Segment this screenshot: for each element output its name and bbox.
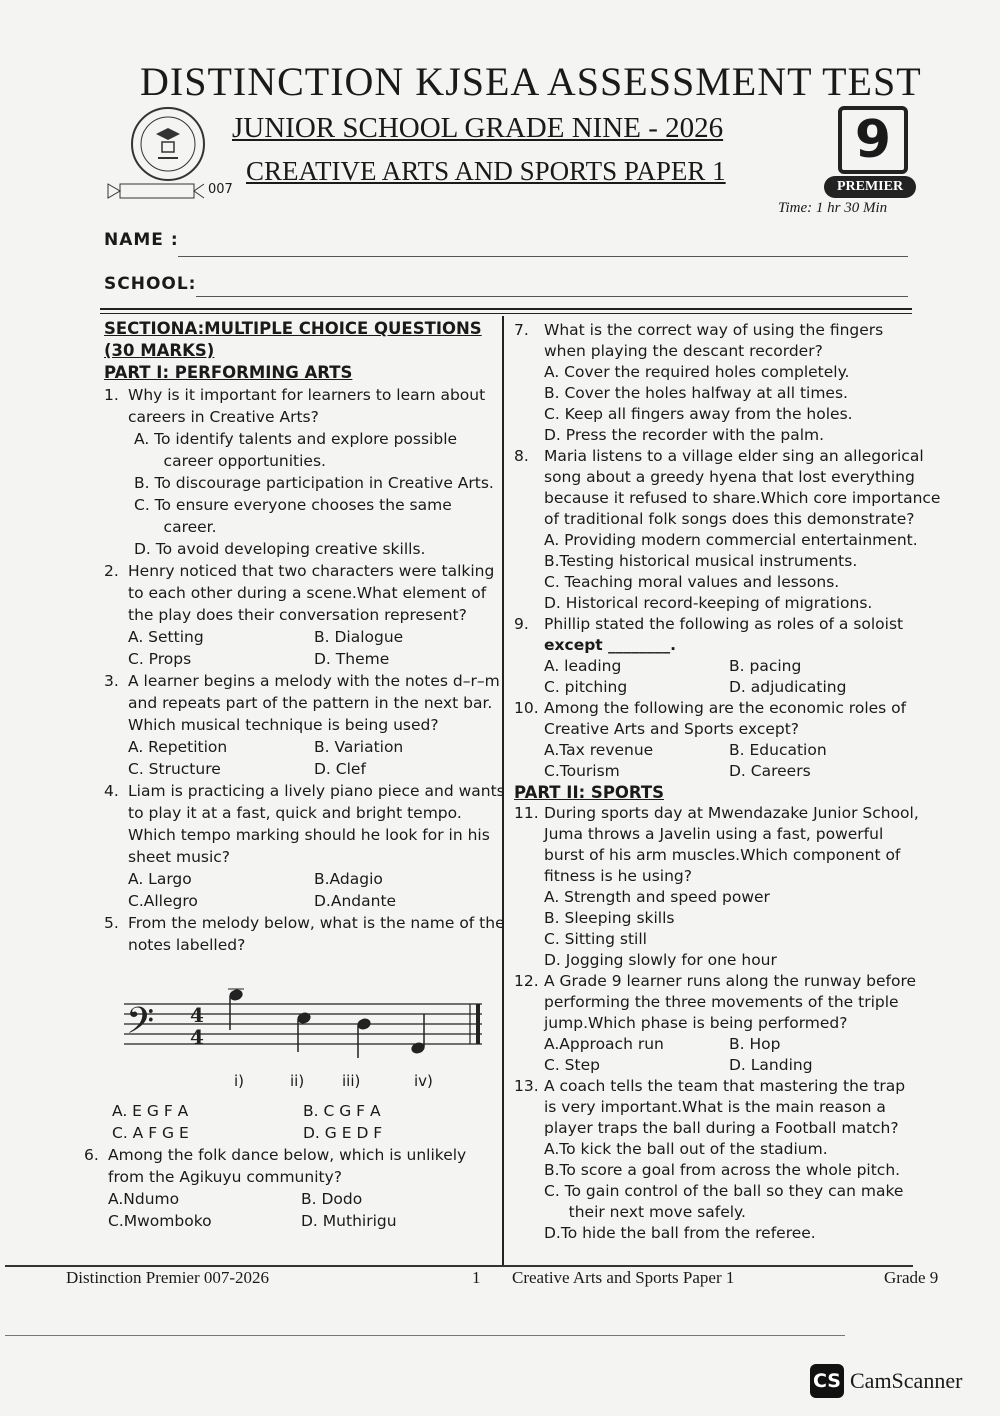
svg-text:4: 4 — [190, 1025, 204, 1049]
part-2-heading: PART II: SPORTS — [514, 783, 665, 802]
q8-option-c[interactable]: C. Teaching moral values and lessons. — [544, 573, 840, 591]
question-11 — [514, 803, 919, 971]
q2-text: Henry noticed that two characters were talking — [128, 562, 495, 580]
footer-divider — [5, 1265, 913, 1267]
q9-option-b[interactable]: B. pacing — [729, 657, 802, 675]
q4-text-4: sheet music? — [128, 848, 231, 866]
footer-series: Distinction Premier 007-2026 — [66, 1268, 270, 1287]
q11-option-b[interactable]: B. Sleeping skills — [544, 909, 675, 927]
camscanner-watermark — [810, 1364, 962, 1398]
q12-text-3: jump.Which phase is being performed? — [544, 1014, 848, 1032]
page-title: DISTINCTION KJSEA ASSESSMENT TEST — [140, 59, 922, 104]
q5-option-a[interactable]: A. E G F A — [112, 1102, 189, 1120]
q8-option-a[interactable]: A. Providing modern commercial entertainment. — [544, 531, 918, 549]
q13-option-a[interactable]: A.To kick the ball out of the stadium. — [544, 1140, 828, 1158]
q6-text-2: from the Agikuyu community? — [108, 1168, 342, 1186]
q4-option-a[interactable]: A. Largo — [128, 870, 192, 888]
question-5 — [104, 912, 505, 956]
camscanner-icon: CS — [810, 1364, 844, 1398]
q8-option-d[interactable]: D. Historical record-keeping of migrations. — [544, 594, 873, 612]
note-label-ii: ii) — [290, 1072, 305, 1090]
q10-option-c[interactable]: C.Tourism — [544, 762, 620, 780]
q5-option-d[interactable]: D. G E D F — [303, 1124, 383, 1142]
logo-banner-icon — [106, 182, 206, 200]
q8-text-4: of traditional folk songs does this demonstrate? — [544, 510, 915, 528]
q2-option-b[interactable]: B. Dialogue — [314, 628, 404, 646]
name-label: NAME : — [104, 230, 179, 250]
q5-option-c[interactable]: C. A F G E — [112, 1124, 189, 1142]
right-column — [514, 320, 941, 1244]
q13-text: A coach tells the team that mastering the trap — [544, 1077, 906, 1095]
part-1-heading: PART I: PERFORMING ARTS — [104, 363, 353, 382]
q12-option-a[interactable]: A.Approach run — [544, 1035, 664, 1053]
q13-option-b[interactable]: B.To score a goal from across the whole pitch. — [544, 1161, 901, 1179]
q2-option-c[interactable]: C. Props — [128, 650, 192, 668]
q11-text: During sports day at Mwendazake Junior School, — [544, 804, 919, 822]
q7-number: 7. — [514, 321, 529, 339]
q10-number: 10. — [514, 699, 539, 717]
q5-text: From the melody below, what is the name of the — [128, 914, 505, 932]
question-13 — [514, 1076, 914, 1244]
q12-option-c[interactable]: C. Step — [544, 1056, 600, 1074]
q1-option-a[interactable]: A. To identify talents and explore possible — [134, 430, 458, 448]
paper-code: 007 — [208, 182, 233, 197]
note-label-iv: iv) — [414, 1072, 433, 1090]
q7-option-c[interactable]: C. Keep all fingers away from the holes. — [544, 405, 853, 423]
q4-number: 4. — [104, 782, 119, 800]
left-column-bottom — [84, 1100, 494, 1232]
q11-option-d[interactable]: D. Jogging slowly for one hour — [544, 951, 777, 969]
q1-text-2: careers in Creative Arts? — [128, 408, 319, 426]
q9-number: 9. — [514, 615, 529, 633]
q7-option-a[interactable]: A. Cover the required holes completely. — [544, 363, 850, 381]
camscanner-label: CamScanner — [850, 1368, 963, 1393]
paper-title: CREATIVE ARTS AND SPORTS PAPER 1 — [246, 156, 726, 186]
time-allowed: Time: 1 hr 30 Min — [778, 200, 888, 216]
section-a-heading: SECTIONA:MULTIPLE CHOICE QUESTIONS — [104, 319, 482, 338]
q6-option-b[interactable]: B. Dodo — [301, 1190, 363, 1208]
q9-option-c[interactable]: C. pitching — [544, 678, 628, 696]
question-4 — [104, 780, 505, 912]
q11-text-3: burst of his arm muscles.Which component of — [544, 846, 901, 864]
q4-text-2: to play it at a fast, quick and bright tempo. — [128, 804, 462, 822]
q5-option-b[interactable]: B. C G F A — [303, 1102, 381, 1120]
q10-text-2: Creative Arts and Sports except? — [544, 720, 800, 738]
q2-text-3: the play does their conversation represent? — [128, 606, 467, 624]
page-bottom-line — [5, 1335, 845, 1336]
footer-page-number: 1 — [472, 1268, 481, 1287]
q4-option-b[interactable]: B.Adagio — [314, 870, 383, 888]
q13-text-3: player traps the ball during a Football match? — [544, 1119, 899, 1137]
question-10 — [514, 698, 914, 782]
q6-option-a[interactable]: A.Ndumo — [108, 1190, 180, 1208]
q9-text-2: except ________. — [544, 636, 676, 654]
q12-option-d[interactable]: D. Landing — [729, 1056, 813, 1074]
q8-text: Maria listens to a village elder sing an allegorical — [544, 447, 924, 465]
q9-option-d[interactable]: D. adjudicating — [729, 678, 847, 696]
q13-option-c[interactable]: C. To gain control of the ball so they can make — [544, 1182, 904, 1200]
question-8 — [514, 446, 941, 614]
q13-option-c-2: their next move safely. — [544, 1203, 746, 1221]
name-line[interactable] — [178, 256, 908, 257]
q11-option-c[interactable]: C. Sitting still — [544, 930, 647, 948]
header-divider — [100, 308, 912, 310]
q3-number: 3. — [104, 672, 119, 690]
question-12 — [514, 971, 917, 1076]
q8-text-2: song about a greedy hyena that lost everything — [544, 468, 915, 486]
q9-text: Phillip stated the following as roles of a soloist — [544, 615, 904, 633]
footer-grade: Grade 9 — [884, 1268, 939, 1287]
question-1 — [104, 384, 500, 560]
q4-option-c[interactable]: C.Allegro — [128, 892, 198, 910]
q3-option-b[interactable]: B. Variation — [314, 738, 404, 756]
melody-staff — [120, 984, 490, 1064]
q5-text-2: notes labelled? — [128, 936, 246, 954]
q12-number: 12. — [514, 972, 539, 990]
q2-number: 2. — [104, 562, 119, 580]
q11-number: 11. — [514, 804, 539, 822]
section-a-marks: (30 MARKS) — [104, 341, 215, 360]
school-line[interactable] — [196, 296, 908, 297]
q1-option-d[interactable]: D. To avoid developing creative skills. — [134, 540, 426, 558]
q2-text-2: to each other during a scene.What element of — [128, 584, 487, 602]
q4-text: Liam is practicing a lively piano piece and wants — [128, 782, 505, 800]
q10-option-b[interactable]: B. Education — [729, 741, 827, 759]
q9-option-a[interactable]: A. leading — [544, 657, 622, 675]
left-column — [104, 318, 505, 956]
q3-option-d[interactable]: D. Clef — [314, 760, 366, 778]
footer-paper-name: Creative Arts and Sports Paper 1 — [512, 1268, 735, 1287]
q3-text-3: Which musical technique is being used? — [128, 716, 439, 734]
q13-number: 13. — [514, 1077, 539, 1095]
question-6 — [84, 1144, 494, 1232]
note-label-iii: iii) — [342, 1072, 361, 1090]
q1-number: 1. — [104, 386, 119, 404]
q11-text-2: Juma throws a Javelin using a fast, powerful — [544, 825, 884, 843]
premier-badge: PREMIER — [824, 176, 916, 198]
q3-text: A learner begins a melody with the notes d–r–m — [128, 672, 500, 690]
q2-option-a[interactable]: A. Setting — [128, 628, 204, 646]
q2-option-d[interactable]: D. Theme — [314, 650, 390, 668]
q13-option-d[interactable]: D.To hide the ball from the referee. — [544, 1224, 816, 1242]
note-label-i: i) — [234, 1072, 245, 1090]
grade-subtitle: JUNIOR SCHOOL GRADE NINE - 2026 — [232, 112, 724, 144]
q13-text-2: is very important.What is the main reason a — [544, 1098, 886, 1116]
q10-text: Among the following are the economic roles of — [544, 699, 907, 717]
q4-option-d[interactable]: D.Andante — [314, 892, 397, 910]
school-logo-icon — [122, 104, 218, 184]
q7-option-d[interactable]: D. Press the recorder with the palm. — [544, 426, 825, 444]
q1-option-a-2: career opportunities. — [134, 452, 326, 470]
school-label: SCHOOL: — [104, 274, 197, 294]
q3-text-2: and repeats part of the pattern in the next bar. — [128, 694, 493, 712]
q6-number: 6. — [84, 1146, 99, 1164]
svg-text:𝄢: 𝄢 — [126, 1000, 155, 1051]
q10-option-d[interactable]: D. Careers — [729, 762, 811, 780]
q7-text-2: when playing the descant recorder? — [544, 342, 823, 360]
q8-number: 8. — [514, 447, 529, 465]
q7-option-b[interactable]: B. Cover the holes halfway at all times. — [544, 384, 848, 402]
grade-badge: 9 — [838, 106, 908, 174]
q3-option-a[interactable]: A. Repetition — [128, 738, 228, 756]
q11-text-4: fitness is he using? — [544, 867, 692, 885]
q12-text-2: performing the three movements of the triple — [544, 993, 899, 1011]
q8-option-b[interactable]: B.Testing historical musical instruments. — [544, 552, 858, 570]
q1-option-c-2: career. — [134, 518, 217, 536]
svg-text:4: 4 — [190, 1003, 204, 1027]
q1-option-c[interactable]: C. To ensure everyone chooses the same — [134, 496, 452, 514]
question-2 — [104, 560, 500, 670]
q6-option-c[interactable]: C.Mwomboko — [108, 1212, 212, 1230]
q12-text: A Grade 9 learner runs along the runway before — [544, 972, 917, 990]
q8-text-3: because it refused to share.Which core importance — [544, 489, 941, 507]
header-divider-thin — [100, 313, 912, 314]
question-7 — [514, 320, 914, 446]
q1-text: Why is it important for learners to learn about — [128, 386, 486, 404]
q1-option-b[interactable]: B. To discourage participation in Creative Arts. — [134, 474, 494, 492]
question-9 — [514, 614, 914, 698]
q6-option-d[interactable]: D. Muthirigu — [301, 1212, 397, 1230]
q10-option-a[interactable]: A.Tax revenue — [544, 741, 654, 759]
q5-number: 5. — [104, 914, 119, 932]
q11-option-a[interactable]: A. Strength and speed power — [544, 888, 770, 906]
q3-option-c[interactable]: C. Structure — [128, 760, 221, 778]
q6-text: Among the folk dance below, which is unlikely — [108, 1146, 467, 1164]
q4-text-3: Which tempo marking should he look for in his — [128, 826, 490, 844]
q7-text: What is the correct way of using the fingers — [544, 321, 884, 339]
q12-option-b[interactable]: B. Hop — [729, 1035, 781, 1053]
question-3 — [104, 670, 500, 780]
